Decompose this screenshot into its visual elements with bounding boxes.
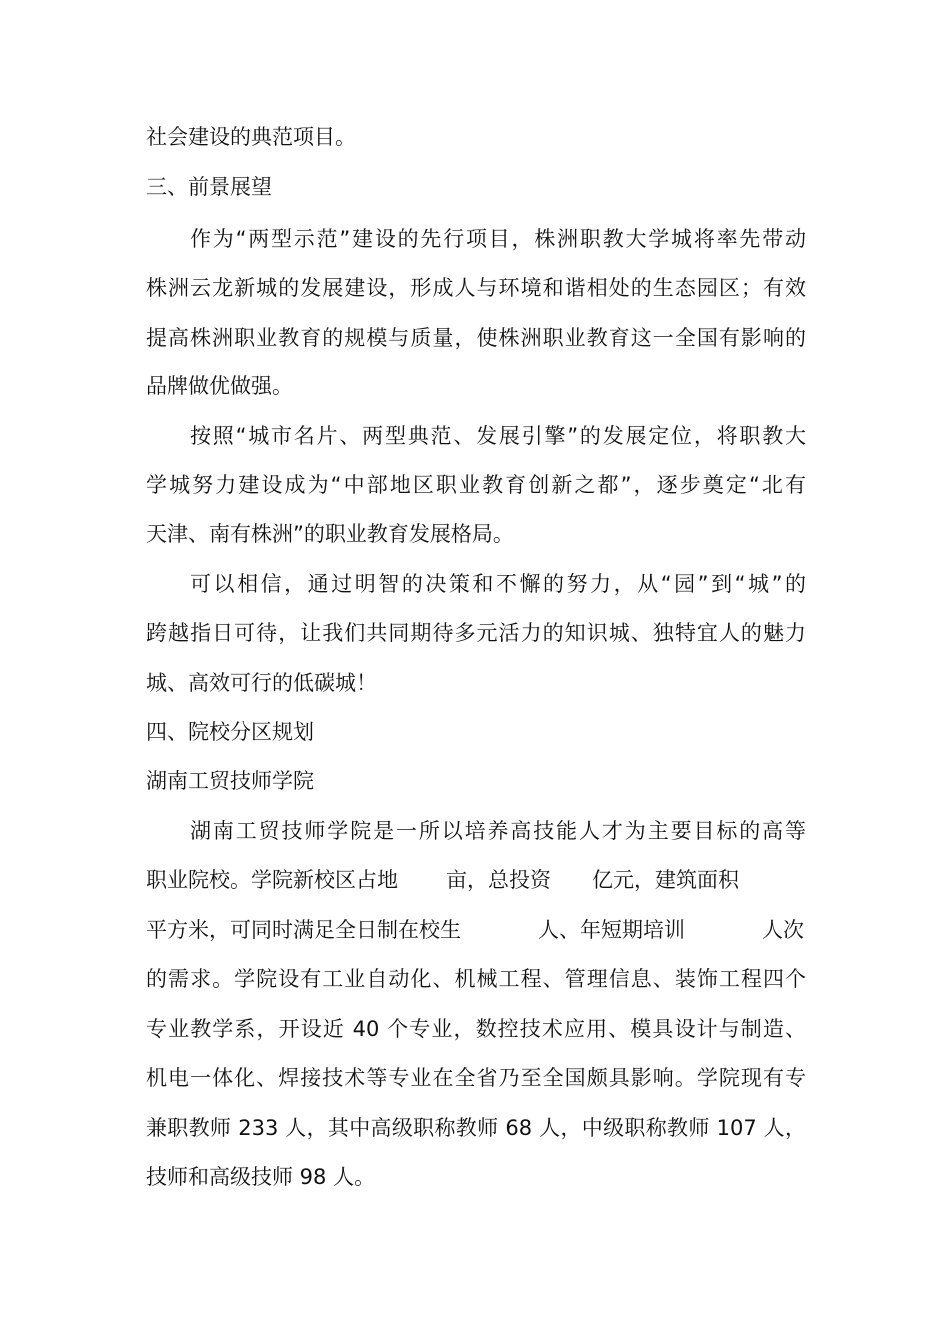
- paragraph-line: 株洲云龙新城的发展建设，形成人与环境和谐相处的生态园区；有效: [146, 276, 806, 300]
- paragraph-line-with-blanks: [146, 920, 806, 944]
- paragraph-line: 提高株洲职业教育的规模与质量，使株洲职业教育这一全国有影响的: [146, 326, 806, 350]
- text-segment: 亩，总投资: [446, 868, 551, 892]
- paragraph-line-with-blanks: [146, 870, 806, 894]
- paragraph-line: 技师和高级技师 98 人。: [146, 1165, 376, 1189]
- paragraph-line: 的需求。学院设有工业自动化、机械工程、管理信息、装饰工程四个: [146, 967, 806, 991]
- paragraph-line: 天津、南有株洲”的职业教育发展格局。: [146, 522, 514, 546]
- text-segment: 亿元，建筑面积: [592, 868, 739, 892]
- paragraph-line: 湖南工贸技师学院是一所以培养高技能人才为主要目标的高等: [190, 819, 806, 843]
- paragraph-line: 学城努力建设成为“中部地区职业教育创新之都”，逐步奠定“北有: [146, 473, 806, 497]
- paragraph-line: 可以相信，通过明智的决策和不懈的努力，从“园”到“城”的: [190, 572, 806, 596]
- paragraph-line: 机电一体化、焊接技术等专业在全省乃至全国颇具影响。学院现有专: [146, 1066, 806, 1090]
- paragraph-line: 作为“两型示范”建设的先行项目，株洲职教大学城将率先带动: [190, 227, 806, 251]
- text-segment: 职业院校。学院新校区占地: [146, 868, 398, 892]
- subheading-college-name: 湖南工贸技师学院: [146, 769, 314, 793]
- section-heading-campus-planning: 四、院校分区规划: [146, 720, 314, 744]
- paragraph-line: 按照“城市名片、两型典范、发展引擎”的发展定位，将职教大: [190, 424, 806, 448]
- paragraph-line: 品牌做优做强。: [146, 374, 293, 398]
- paragraph-line: 专业教学系，开设近 40 个专业，数控技术应用、模具设计与制造、: [146, 1017, 806, 1041]
- text-segment: 人、年短期培训: [538, 918, 685, 942]
- paragraph-line: 跨越指日可待，让我们共同期待多元活力的知识城、独特宜人的魅力: [146, 621, 806, 645]
- section-heading-prospects: 三、前景展望: [146, 175, 272, 199]
- paragraph-line: 兼职教师 233 人，其中高级职称教师 68 人，中级职称教师 107 人，: [146, 1116, 806, 1140]
- paragraph-line: 社会建设的典范项目。: [146, 125, 356, 149]
- text-segment: 平方米，可同时满足全日制在校生: [146, 918, 461, 942]
- paragraph-line: 城、高效可行的低碳城！: [146, 671, 377, 695]
- text-segment: 人次: [762, 918, 804, 942]
